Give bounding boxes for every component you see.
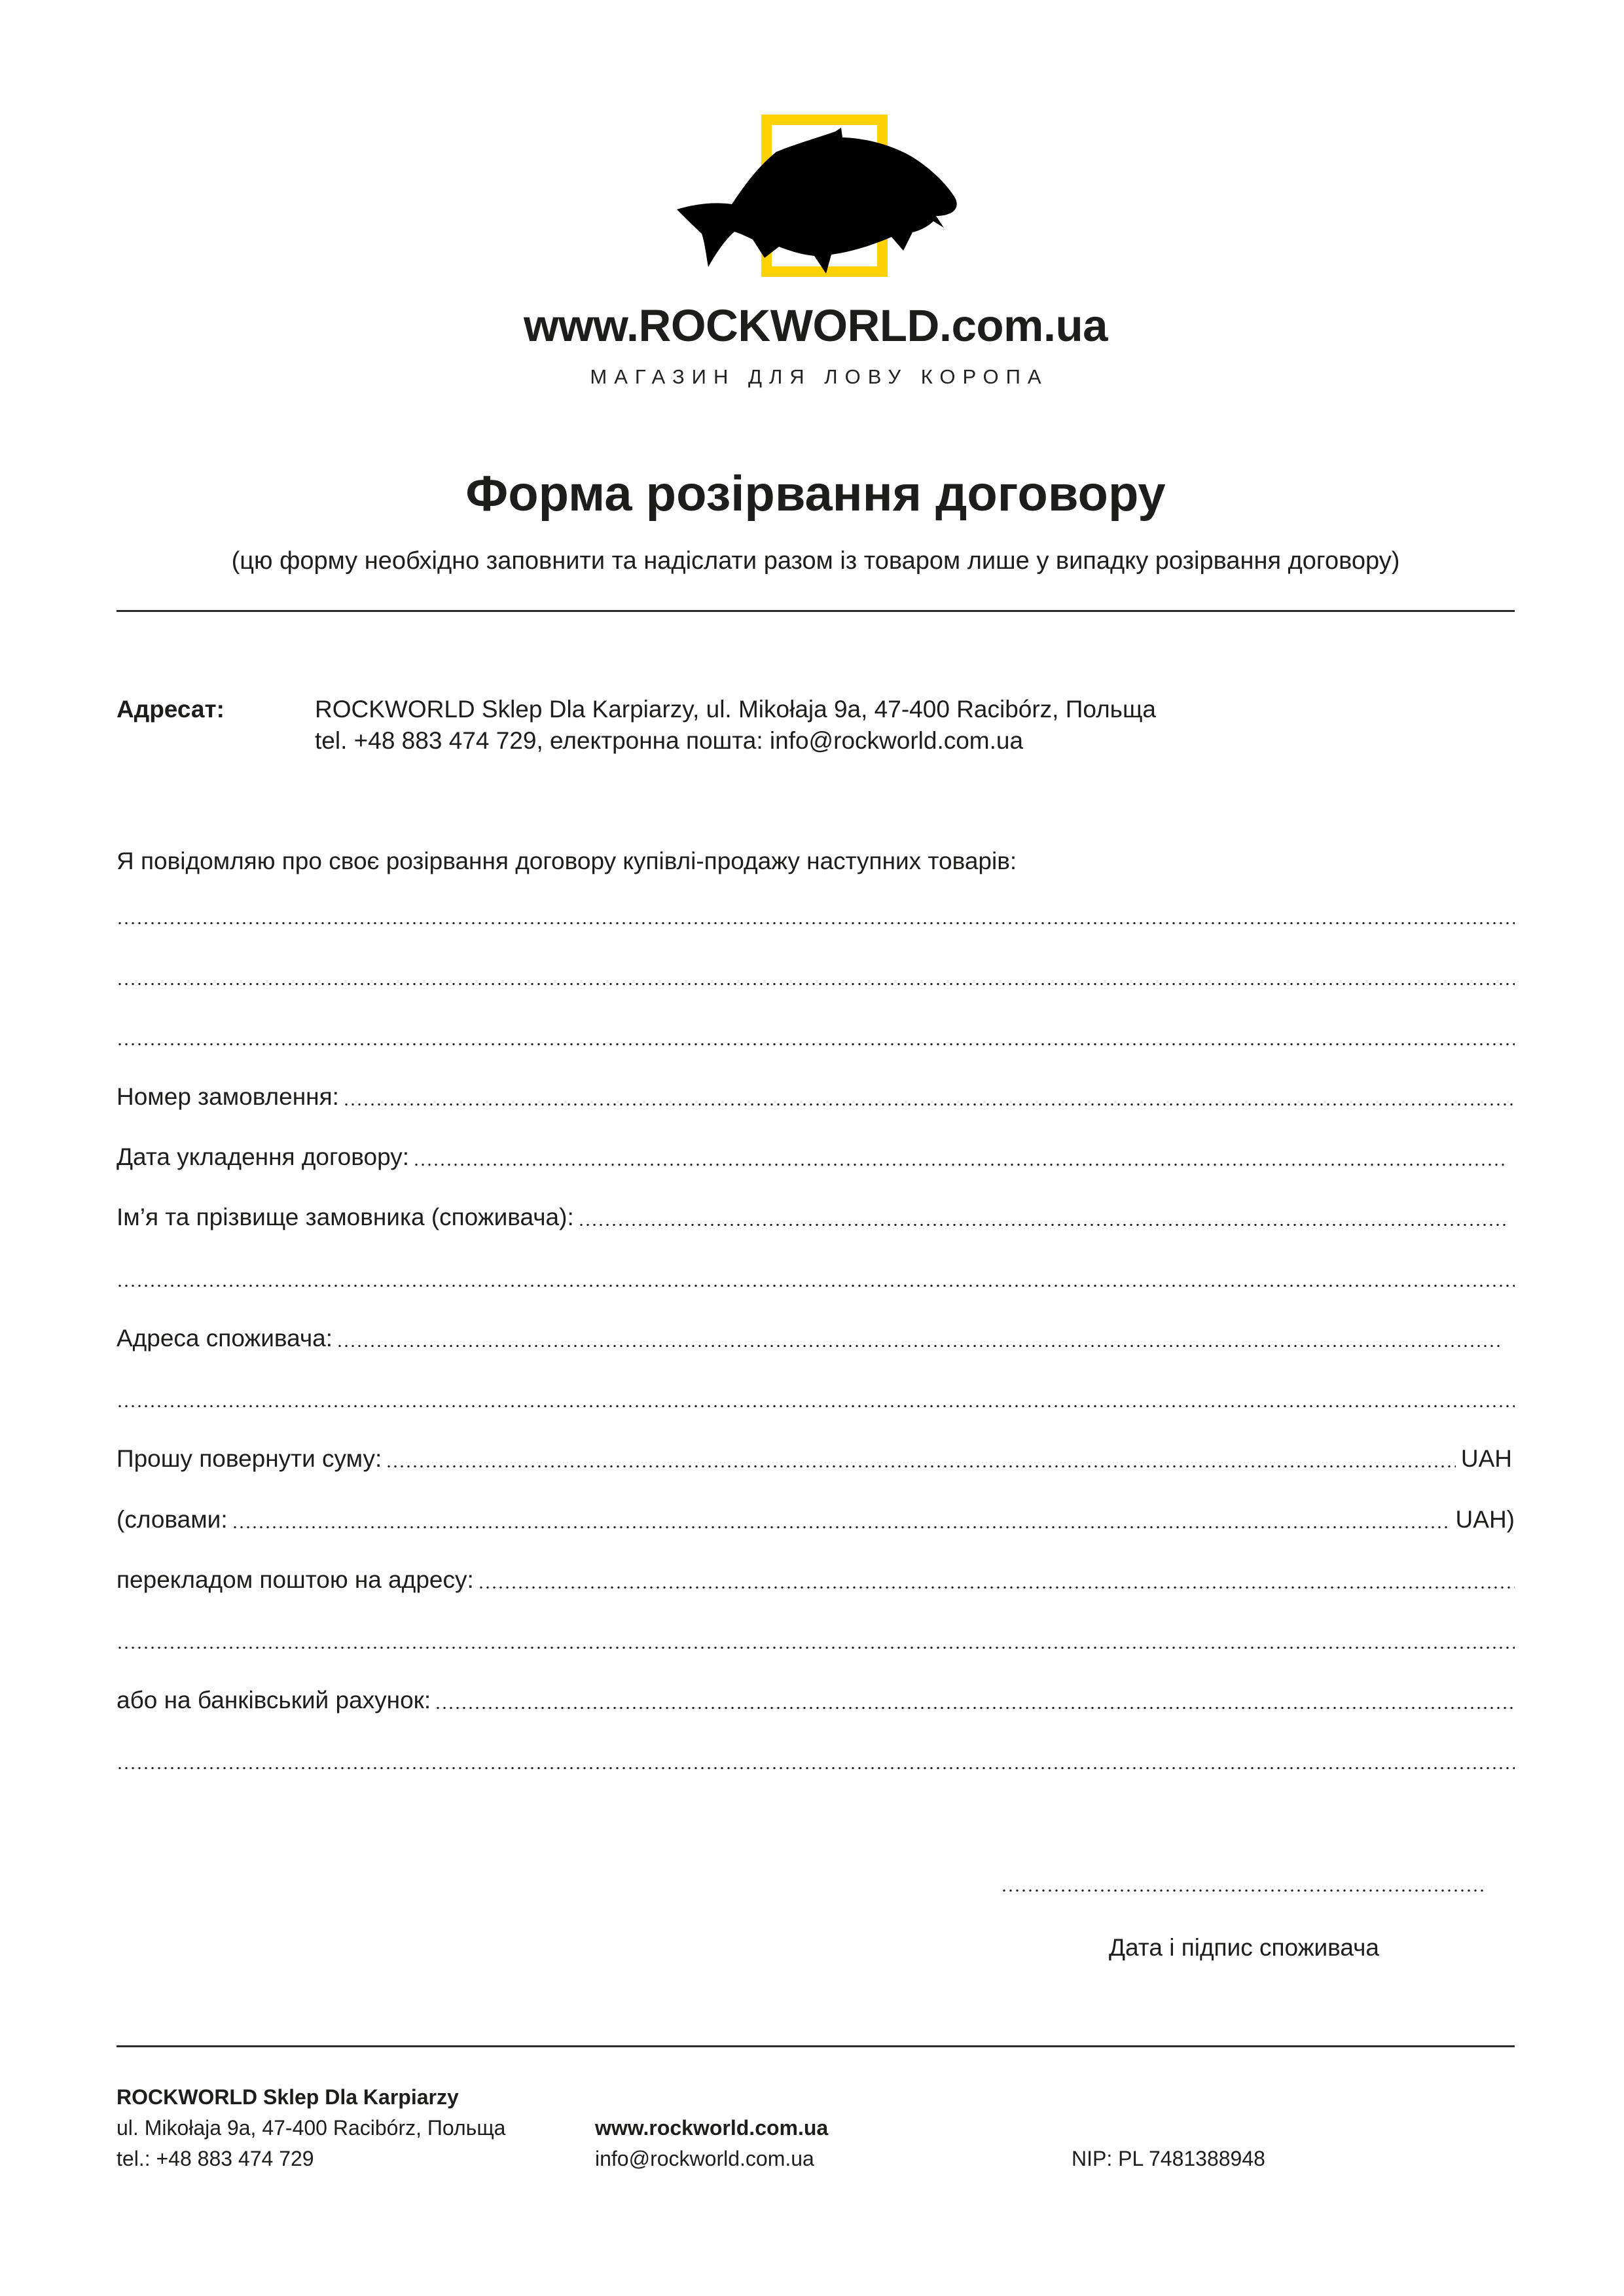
page-title: Форма розірвання договору [465, 466, 1166, 522]
footer-phone: tel.: +48 883 474 729 [117, 2147, 314, 2170]
shop-tagline: МАГАЗИН ДЛЯ ЛОВУ КОРОПА [590, 365, 1049, 388]
customer-address-row-2 [117, 1382, 1515, 1415]
postal-transfer-row-2 [117, 1624, 1515, 1657]
refund-amount-row [117, 1443, 1515, 1475]
goods-field-1[interactable] [117, 899, 1515, 932]
page-subtitle: (цю форму необхідно заповнити та надіслати разом із товаром лише у випадку розірвання договору) [231, 547, 1400, 575]
bank-account-row [117, 1684, 1515, 1717]
form-intro: Я повідомляю про своє розірвання договору купівлі-продажу наступних товарів: [117, 848, 1017, 874]
order-number-field[interactable] [343, 1081, 1515, 1113]
bank-account-label: або на банківський рахунок: [117, 1687, 431, 1713]
customer-address-label: Адреса споживача: [117, 1325, 333, 1352]
order-number-row [117, 1081, 1515, 1113]
carp-icon [677, 128, 957, 274]
addressee-line-company: ROCKWORLD Sklep Dla Karpiarzy, ul. Mikołaja 9a, 47-400 Racibórz, Польща [315, 696, 1156, 723]
refund-amount-label: Прошу повернути суму: [117, 1445, 382, 1472]
goods-field-3[interactable] [117, 1020, 1515, 1053]
footer-company: ROCKWORLD Sklep Dla Karpiarzy [117, 2085, 459, 2109]
addressee-label: Адресат: [117, 696, 225, 723]
customer-address-field-2[interactable] [117, 1382, 1515, 1415]
header-divider [117, 610, 1515, 612]
signature-caption: Дата і підпис споживача [1108, 1934, 1380, 1961]
refund-currency: UAH [1460, 1445, 1512, 1472]
footer-address: ul. Mikołaja 9a, 47-400 Racibórz, Польща [117, 2116, 506, 2140]
customer-name-label: Ім’я та прізвище замовника (споживача): [117, 1204, 574, 1230]
amount-in-words-label: (словами: [117, 1506, 228, 1533]
postal-transfer-field-2[interactable] [117, 1624, 1515, 1657]
contract-date-label: Дата укладення договору: [117, 1143, 410, 1170]
postal-transfer-label: перекладом поштою на адресу: [117, 1566, 474, 1593]
addressee-line-contact: tel. +48 883 474 729, електронна пошта: info@rockworld.com.ua [315, 727, 1024, 754]
signature-field[interactable] [1001, 1867, 1487, 1899]
amount-in-words-currency: UAH) [1455, 1506, 1515, 1533]
footer-divider [117, 2045, 1515, 2047]
refund-amount-field[interactable] [386, 1443, 1456, 1475]
bank-account-row-2 [117, 1744, 1515, 1777]
amount-in-words-row [117, 1503, 1515, 1536]
goods-row-3 [117, 1020, 1515, 1053]
customer-name-row-2 [117, 1262, 1515, 1295]
customer-address-field[interactable] [336, 1322, 1502, 1355]
contract-date-row [117, 1141, 1515, 1174]
footer-email: info@rockworld.com.ua [595, 2147, 814, 2170]
logo-mark [655, 105, 982, 295]
customer-name-row [117, 1201, 1515, 1234]
customer-address-row [117, 1322, 1515, 1355]
customer-name-field[interactable] [578, 1201, 1507, 1234]
addressee-details [315, 694, 1156, 757]
postal-transfer-field[interactable] [478, 1564, 1515, 1596]
bank-account-field[interactable] [435, 1684, 1515, 1717]
order-number-label: Номер замовлення: [117, 1083, 339, 1110]
customer-name-field-2[interactable] [117, 1262, 1515, 1295]
goods-row-2 [117, 960, 1515, 993]
postal-transfer-row [117, 1564, 1515, 1596]
goods-field-2[interactable] [117, 960, 1515, 993]
contract-date-field[interactable] [413, 1141, 1504, 1174]
site-name: www.ROCKWORLD.com.ua [523, 300, 1108, 351]
goods-row-1 [117, 899, 1515, 932]
amount-in-words-field[interactable] [232, 1503, 1451, 1536]
bank-account-field-2[interactable] [117, 1744, 1515, 1777]
footer-nip: NIP: PL 7481388948 [1072, 2147, 1265, 2170]
footer-website: www.rockworld.com.ua [595, 2116, 829, 2140]
